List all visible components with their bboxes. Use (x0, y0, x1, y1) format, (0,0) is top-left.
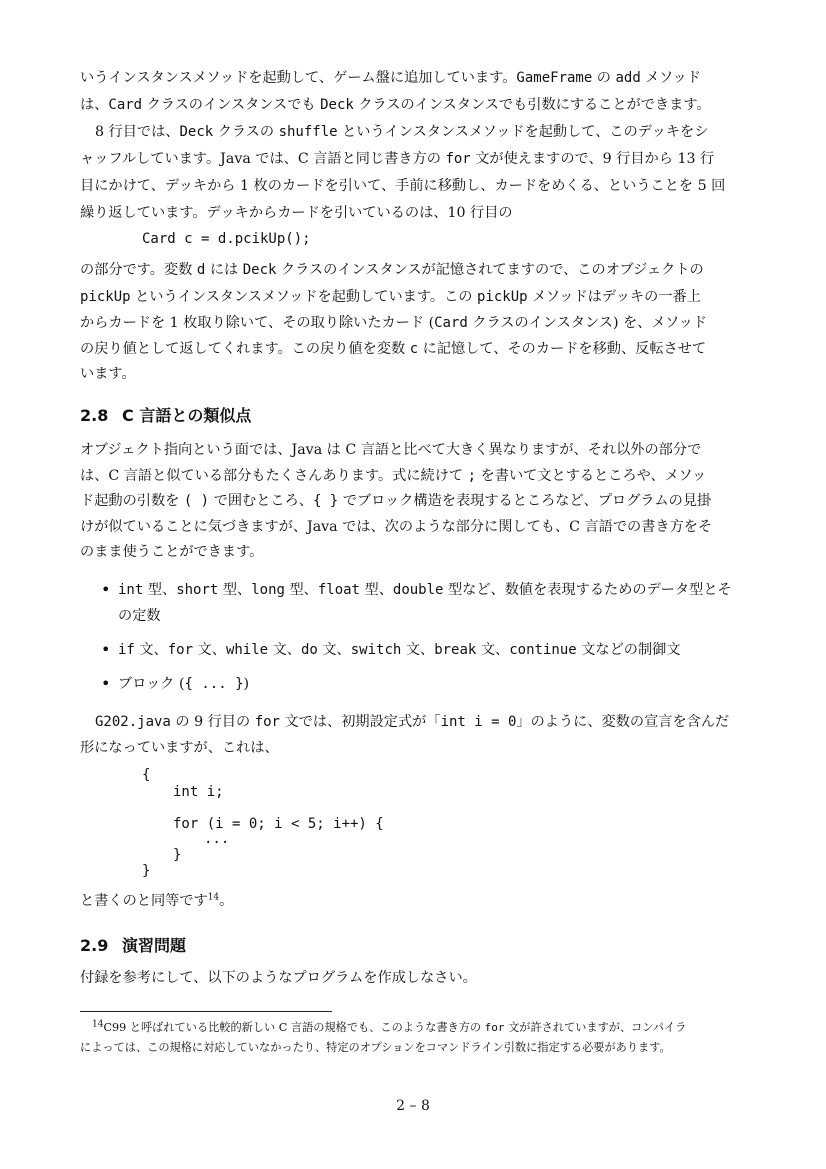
para4-line1: オブジェクト指向という面では、Java は C 言語と比べて大きく異なりますが、それ以外の部分で (80, 442, 702, 458)
para1-line2: は、Card クラスのインスタンスでも Deck クラスのインスタンスでも引数にすることができます。 (80, 97, 711, 113)
para6: 付録を参考にして、以下のようなプログラムを作成しなさい。 (80, 970, 477, 986)
para2-line3: 目にかけて、デッキから 1 枚のカードを引いて、手前に移動し、カードをめくる、ということを 5 回 (80, 178, 726, 194)
footnote-ref[interactable]: 14 (207, 892, 220, 903)
para4-line2: は、C 言語と似ている部分もたくさんあります。式に続けて ; を書いて文とするところや、メソッ (80, 468, 707, 484)
para5-line2: 形になっていますが、これは、 (80, 740, 279, 756)
code-for: for (i = 0; i < 5; i++) { (173, 816, 384, 832)
para4-line4: けが似ていることに気づきますが、Java では、次のような部分に関しても、C 言語での書き方をそ (80, 519, 713, 535)
bullet-dot: • (101, 674, 111, 693)
para3-line3: からカードを 1 枚取り除いて、その取り除いたカード (Card クラスのインスタンス) を、メソッド (80, 315, 707, 331)
para4-line5: のまま使うことができます。 (80, 544, 264, 560)
bullet-item-control: if 文、for 文、while 文、do 文、switch 文、break 文、continue 文などの制御文 (118, 642, 681, 658)
code-ellipsis: ... (204, 831, 230, 847)
code-brace-close: } (142, 863, 151, 879)
para3-line4: の戻り値として返してくれます。この戻り値を変数 c に記憶して、そのカードを移動、反転させて (80, 341, 707, 357)
bullet-dot: • (101, 640, 111, 659)
bullet-item-types-cont: の定数 (118, 608, 161, 624)
para2-line4: 繰り返しています。デッキからカードを引いているのは、10 行目の (80, 205, 513, 221)
para2-line1: 8 行目では、Deck クラスの shuffle というインスタンスメソッドを起動して、このデッキをシ (95, 124, 709, 140)
bullet-dot: • (101, 580, 111, 599)
footnote-rule (80, 1011, 332, 1012)
code-pickup: Card c = d.pcikUp(); (142, 231, 311, 247)
code-decl: int i; (173, 784, 224, 800)
para4-line3: ド起動の引数を ( ) で囲むところ、{ } でブロック構造を表現するところなど、プログラムの見掛 (80, 493, 712, 509)
page-number: 2 – 8 (396, 1098, 430, 1114)
code-brace-open: { (142, 767, 151, 783)
bullet-item-block: ブロック ({ ... }) (118, 676, 250, 692)
para3-line1: の部分です。変数 d には Deck クラスのインスタンスが記憶されてますので、このオブジェクトの (80, 262, 704, 278)
para2-line2: ャッフルしています。Java では、C 言語と同じ書き方の for 文が使えますので、9 行目から 13 行 (80, 151, 715, 167)
para3-line2: pickUp というインスタンスメソッドを起動しています。この pickUp メソッドはデッキの一番上 (80, 289, 701, 305)
section-heading-2-9: 2.9 演習問題 (80, 936, 187, 955)
para1-line1: いうインスタンスメソッドを起動して、ゲーム盤に追加しています。GameFrame の add メソッド (80, 70, 701, 86)
footnote-line2: によっては、この規格に対応していなかったり、特定のオプションをコマンドライン引数に指定する必要があります。 (80, 1041, 671, 1054)
bullet-item-types: int 型、short 型、long 型、float 型、double 型など、数値を表現するためのデータ型とそ (118, 582, 732, 598)
section-heading-2-8: 2.8 C 言語との類似点 (80, 406, 252, 425)
para3-line5: います。 (80, 366, 136, 382)
para5-line1: G202.java の 9 行目の for 文では、初期設定式が「int i = 0」のように、変数の宣言を含んだ (95, 714, 730, 730)
footnote-line1: $^{14}$C99 と呼ばれている比較的新しい C 言語の規格でも、このような書き方の for 文が許されていますが、コンパイラ (92, 1019, 687, 1034)
code-for-close: } (173, 847, 182, 863)
para5-after: と書くのと同等です$^{14}$。 (80, 892, 234, 909)
